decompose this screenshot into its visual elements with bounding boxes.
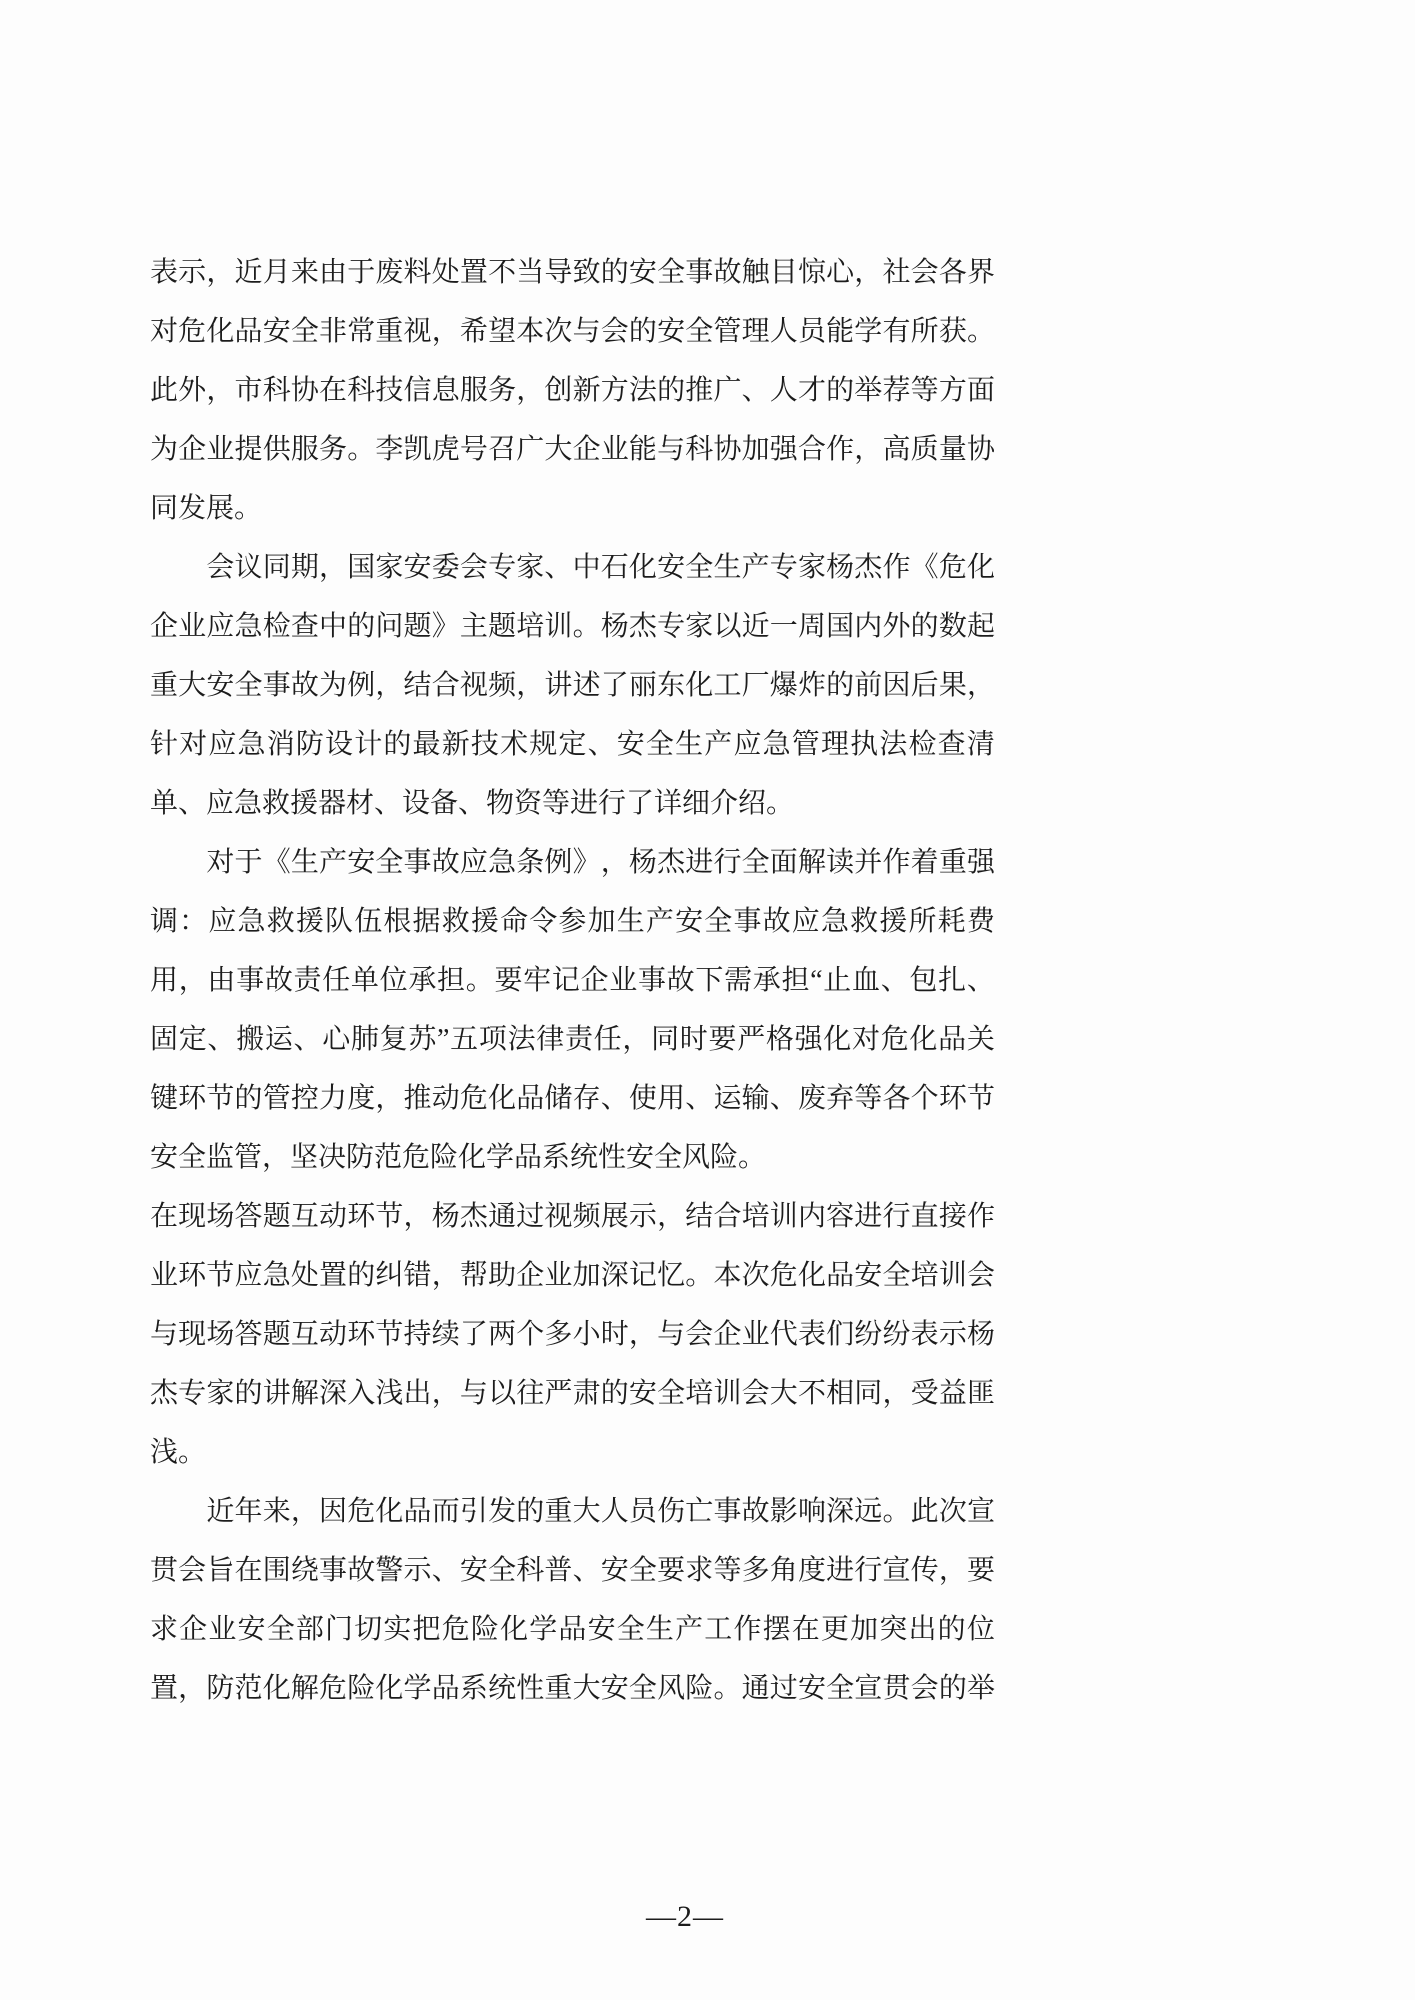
text-line: 针 对 应 急 消 防 设 计 的 最 新 技 术 规 定 、 安 全 生 产 应 急 管 理 执 法 检 查 清 (150, 729, 995, 760)
text-line: 浅。 (150, 1437, 207, 1468)
text-line: 同发展。 (150, 493, 263, 524)
text-line: 在 现 场 答 题 互 动 环 节 ， 杨 杰 通 过 视 频 展 示 ， 结 合 培 训 内 容 进 行 直 接 作 (150, 1201, 995, 1232)
text-line: 企 业 应 急 检 查 中 的 问 题 》 主 题 培 训 。 杨 杰 专 家 以 近 一 周 国 内 外 的 数 起 (150, 611, 995, 642)
text-line: 固 定 、 搬 运 、 心 肺 复 苏 ” 五 项 法 律 责 任 ， 同 时 要 严 格 强 化 对 危 化 品 关 (150, 1024, 995, 1055)
text-line: 贯 会 旨 在 围 绕 事 故 警 示 、 安 全 科 普 、 安 全 要 求 等 多 角 度 进 行 宣 传 ， 要 (150, 1555, 995, 1586)
text-line: 求 企 业 安 全 部 门 切 实 把 危 险 化 学 品 安 全 生 产 工 作 摆 在 更 加 突 出 的 位 (150, 1614, 995, 1645)
page-number: —2— (646, 1900, 724, 1933)
text-line: 安全监管，坚决防范危险化学品系统性安全风险。 (150, 1142, 767, 1173)
text-line: 杰 专 家 的 讲 解 深 入 浅 出 ， 与 以 往 严 肃 的 安 全 培 训 会 大 不 相 同 ， 受 益 匪 (150, 1378, 995, 1409)
text-line: 重 大 安 全 事 故 为 例 ， 结 合 视 频 ， 讲 述 了 丽 东 化 工 厂 爆 炸 的 前 因 后 果 ， (150, 670, 995, 701)
text-line: 对 危 化 品 安 全 非 常 重 视 ， 希 望 本 次 与 会 的 安 全 管 理 人 员 能 学 有 所 获 。 (150, 316, 995, 347)
text-line: 表 示 ， 近 月 来 由 于 废 料 处 置 不 当 导 致 的 安 全 事 故 触 目 惊 心 ， 社 会 各 界 (150, 257, 995, 288)
text-line: 此 外 ， 市 科 协 在 科 技 信 息 服 务 ， 创 新 方 法 的 推 广 、 人 才 的 举 荐 等 方 面 (150, 375, 995, 406)
text-line: 对 于 《 生 产 安 全 事 故 应 急 条 例 》 ， 杨 杰 进 行 全 面 解 读 并 作 着 重 强 (206, 847, 995, 878)
text-line: 调 ： 应 急 救 援 队 伍 根 据 救 援 命 令 参 加 生 产 安 全 事 故 应 急 救 援 所 耗 费 (150, 906, 995, 937)
document-body (150, 243, 995, 1718)
text-line: 单、应急救援器材、设备、物资等进行了详细介绍。 (150, 788, 795, 819)
text-line: 会 议 同 期 ， 国 家 安 委 会 专 家 、 中 石 化 安 全 生 产 专 家 杨 杰 作 《 危 化 (206, 552, 995, 583)
text-line: 键 环 节 的 管 控 力 度 ， 推 动 危 化 品 储 存 、 使 用 、 运 输 、 废 弃 等 各 个 环 节 (150, 1083, 995, 1114)
text-line: 为 企 业 提 供 服 务 。 李 凯 虎 号 召 广 大 企 业 能 与 科 协 加 强 合 作 ， 高 质 量 协 (150, 434, 995, 465)
text-line: 用 ， 由 事 故 责 任 单 位 承 担 。 要 牢 记 企 业 事 故 下 需 承 担 “ 止 血 、 包 扎 、 (150, 965, 995, 996)
text-line: 业 环 节 应 急 处 置 的 纠 错 ， 帮 助 企 业 加 深 记 忆 。 本 次 危 化 品 安 全 培 训 会 (150, 1260, 995, 1291)
text-line: 近 年 来 ， 因 危 化 品 而 引 发 的 重 大 人 员 伤 亡 事 故 影 响 深 远 。 此 次 宣 (206, 1496, 995, 1527)
text-line: 置 ， 防 范 化 解 危 险 化 学 品 系 统 性 重 大 安 全 风 险 。 通 过 安 全 宣 贯 会 的 举 (150, 1673, 995, 1704)
text-line: 与 现 场 答 题 互 动 环 节 持 续 了 两 个 多 小 时 ， 与 会 企 业 代 表 们 纷 纷 表 示 杨 (150, 1319, 995, 1350)
